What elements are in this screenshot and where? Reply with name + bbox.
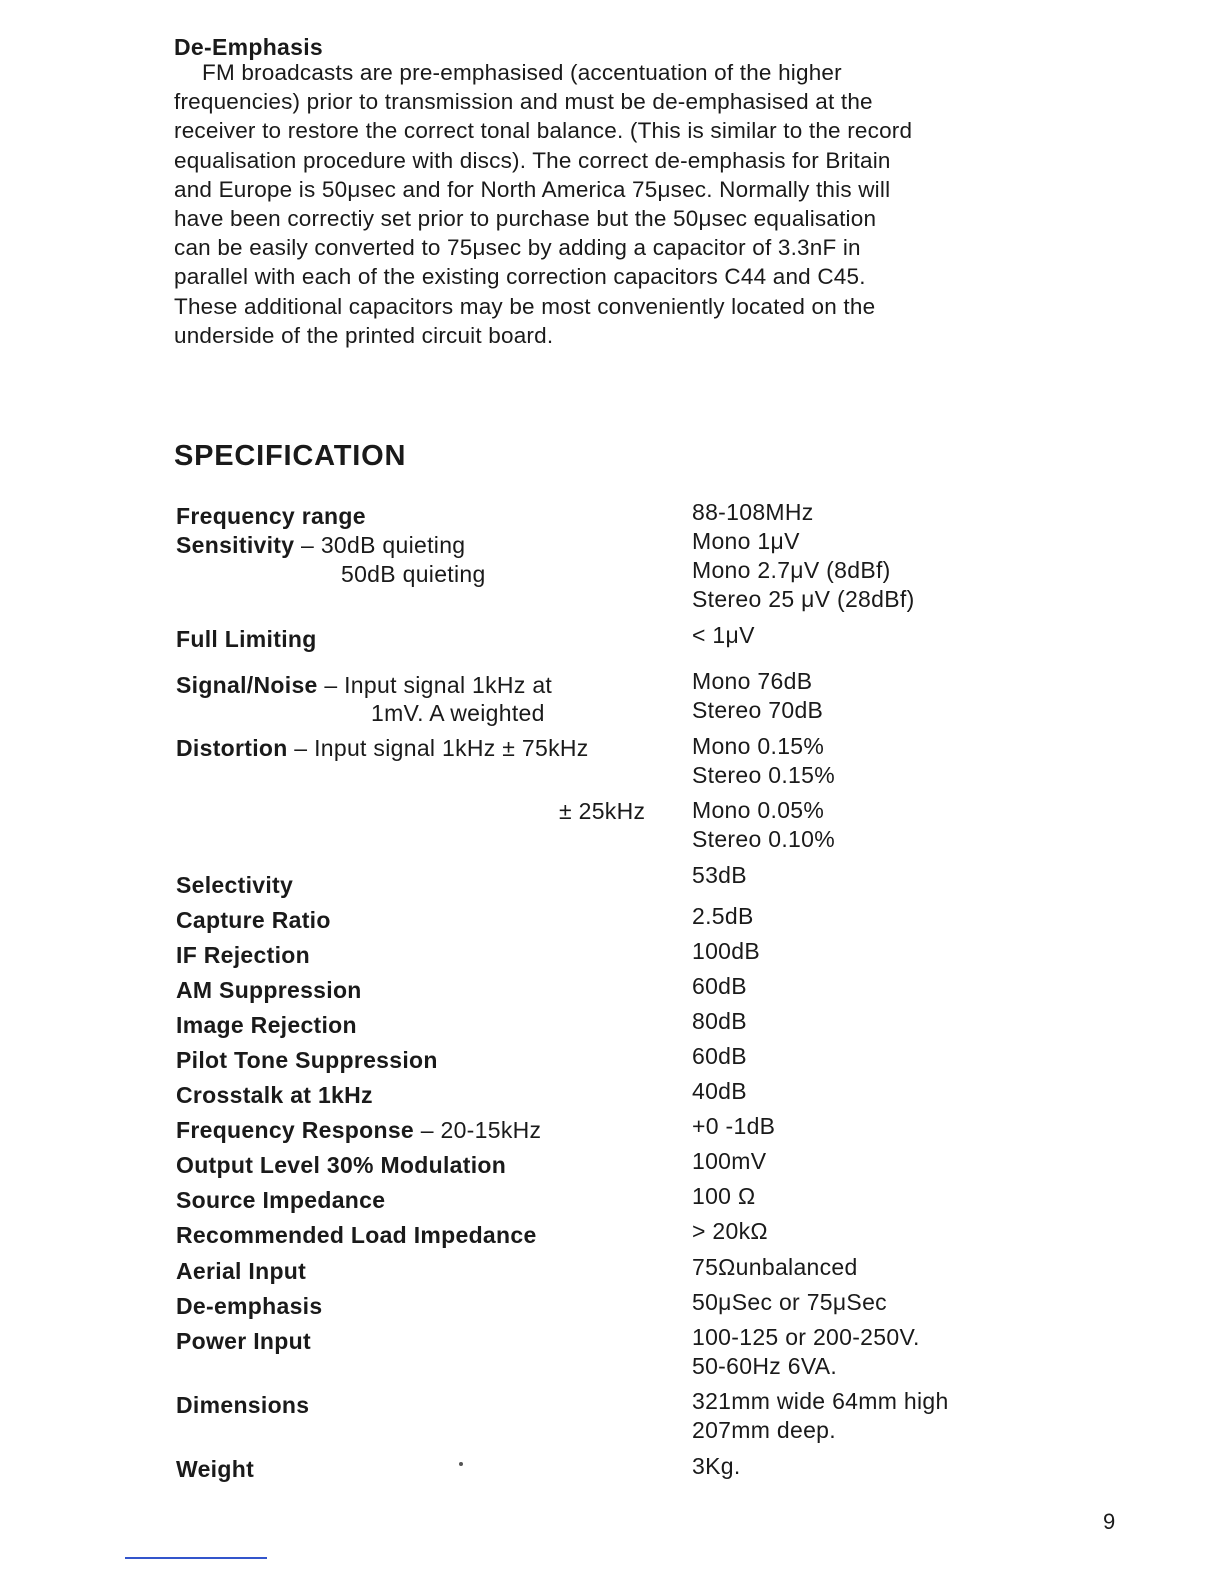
spec-value-load-impedance: > 20kΩ — [692, 1218, 768, 1244]
spec-value-dimensions-1: 321mm wide 64mm high — [692, 1388, 949, 1414]
signal-noise-qualifier: – Input signal 1kHz at — [317, 672, 553, 698]
footer-rule — [125, 1557, 267, 1559]
sensitivity-label-text: Sensitivity — [176, 532, 295, 558]
spec-label-if-rejection: IF Rejection — [176, 942, 310, 968]
spec-label-pilot-tone-suppression: Pilot Tone Suppression — [176, 1047, 438, 1073]
stray-dot-mark — [459, 1462, 463, 1466]
sensitivity-qualifier-2: 50dB quieting — [341, 561, 486, 587]
spec-value-sensitivity-2: Mono 2.7μV (8dBf) — [692, 557, 891, 583]
spec-value-distortion-4: Stereo 0.10% — [692, 826, 835, 852]
page-number: 9 — [1103, 1509, 1116, 1534]
distortion-label-text: Distortion — [176, 735, 288, 761]
spec-label-weight: Weight — [176, 1456, 255, 1482]
deemphasis-heading: De-Emphasis — [174, 34, 324, 60]
spec-label-image-rejection: Image Rejection — [176, 1012, 357, 1038]
spec-value-distortion-3: Mono 0.05% — [692, 797, 825, 823]
spec-value-am-suppression: 60dB — [692, 973, 747, 999]
spec-label-power-input: Power Input — [176, 1328, 311, 1354]
spec-value-distortion-2: Stereo 0.15% — [692, 762, 835, 788]
spec-value-frequency-response: +0 -1dB — [692, 1113, 776, 1139]
spec-value-selectivity: 53dB — [692, 862, 747, 888]
spec-label-de-emphasis: De-emphasis — [176, 1293, 323, 1319]
spec-value-frequency-range: 88-108MHz — [692, 499, 814, 525]
spec-label-frequency-range: Frequency range — [176, 503, 366, 529]
spec-value-power-input-2: 50-60Hz 6VA. — [692, 1353, 838, 1379]
spec-label-sensitivity — [176, 532, 465, 559]
spec-value-full-limiting: < 1μV — [692, 622, 755, 648]
spec-label-frequency-response — [176, 1117, 541, 1144]
spec-value-power-input-1: 100-125 or 200-250V. — [692, 1324, 920, 1350]
spec-value-dimensions-2: 207mm deep. — [692, 1417, 836, 1443]
spec-label-am-suppression: AM Suppression — [176, 977, 362, 1003]
frequency-response-label-text: Frequency Response — [176, 1117, 415, 1143]
spec-value-aerial-input: 75Ωunbalanced — [692, 1254, 858, 1280]
distortion-qualifier: – Input signal 1kHz ± 75kHz — [287, 735, 589, 761]
spec-value-pilot-tone-suppression: 60dB — [692, 1043, 747, 1069]
deemphasis-paragraph — [174, 58, 1024, 350]
spec-value-sensitivity-3: Stereo 25 μV (28dBf) — [692, 586, 915, 612]
spec-label-signal-noise — [176, 672, 552, 699]
spec-label-distortion — [176, 735, 589, 762]
spec-value-capture-ratio: 2.5dB — [692, 903, 754, 929]
deemphasis-line: can be easily converted to 75μsec by adding a capacitor of 3.3nF in — [174, 235, 861, 261]
frequency-response-qualifier: – 20-15kHz — [414, 1117, 542, 1143]
spec-label-aerial-input: Aerial Input — [176, 1258, 307, 1284]
spec-value-image-rejection: 80dB — [692, 1008, 747, 1034]
deemphasis-line: frequencies) prior to transmission and must be de-emphasised at the — [174, 89, 873, 115]
deemphasis-line: underside of the printed circuit board. — [174, 322, 554, 348]
spec-value-weight: 3Kg. — [692, 1453, 741, 1479]
deemphasis-line: equalisation procedure with discs). The correct de-emphasis for Britain — [174, 147, 891, 173]
distortion-qualifier-2: ± 25kHz — [559, 798, 646, 824]
spec-label-output-level: Output Level 30% Modulation — [176, 1152, 507, 1178]
deemphasis-line: receiver to restore the correct tonal balance. (This is similar to the record — [174, 118, 913, 144]
spec-label-crosstalk: Crosstalk at 1kHz — [176, 1082, 373, 1108]
spec-label-full-limiting: Full Limiting — [176, 626, 317, 652]
spec-label-source-impedance: Source Impedance — [176, 1187, 386, 1213]
specification-title: SPECIFICATION — [174, 440, 407, 472]
spec-value-crosstalk: 40dB — [692, 1078, 747, 1104]
deemphasis-line: and Europe is 50μsec and for North America 75μsec. Normally this will — [174, 176, 891, 202]
spec-value-signal-noise-1: Mono 76dB — [692, 668, 813, 694]
spec-value-distortion-1: Mono 0.15% — [692, 733, 825, 759]
deemphasis-line: These additional capacitors may be most conveniently located on the — [174, 293, 876, 319]
spec-label-dimensions: Dimensions — [176, 1392, 310, 1418]
spec-value-output-level: 100mV — [692, 1148, 767, 1174]
spec-value-sensitivity-1: Mono 1μV — [692, 528, 800, 554]
spec-value-if-rejection: 100dB — [692, 938, 761, 964]
spec-label-selectivity: Selectivity — [176, 872, 294, 898]
spec-label-capture-ratio: Capture Ratio — [176, 907, 331, 933]
spec-value-de-emphasis: 50μSec or 75μSec — [692, 1289, 887, 1315]
spec-value-source-impedance: 100 Ω — [692, 1183, 756, 1209]
deemphasis-line: parallel with each of the existing correction capacitors C44 and C45. — [174, 264, 866, 290]
deemphasis-line: have been correctiy set prior to purchase but the 50μsec equalisation — [174, 205, 877, 231]
signal-noise-qualifier-2: 1mV. A weighted — [371, 700, 545, 726]
deemphasis-line: FM broadcasts are pre-emphasised (accentuation of the higher — [202, 60, 842, 85]
spec-value-signal-noise-2: Stereo 70dB — [692, 697, 824, 723]
spec-label-load-impedance: Recommended Load Impedance — [176, 1222, 537, 1248]
signal-noise-label-text: Signal/Noise — [176, 672, 318, 698]
sensitivity-qualifier: – 30dB quieting — [294, 532, 466, 558]
